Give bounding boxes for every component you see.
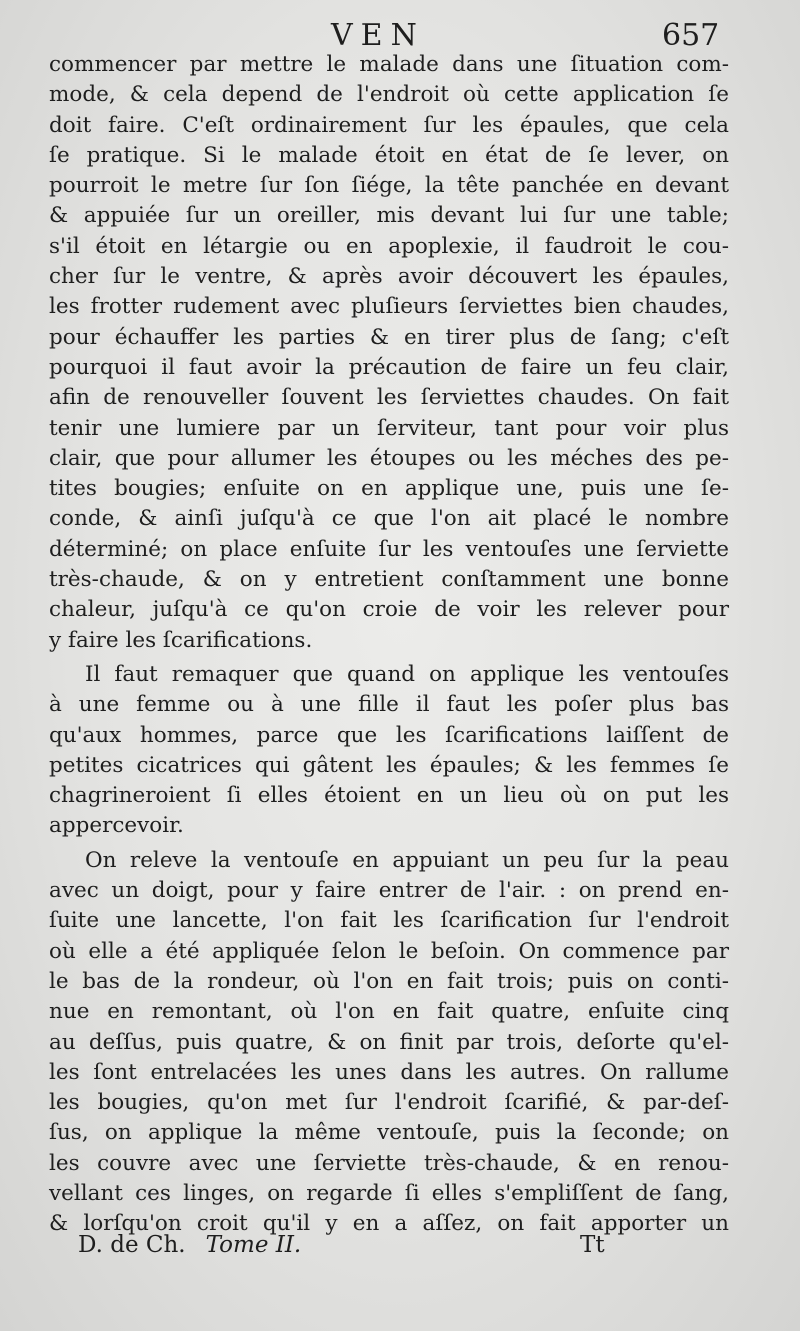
text-line: & lorſqu'on croit qu'il y en a aſſez, on fait apporter un	[49, 1211, 729, 1237]
text-line: appercevoir.	[49, 813, 184, 839]
text-line: tites bougies; enſuite on en applique une, puis une ſe-	[49, 476, 729, 502]
text-line: le bas de la rondeur, où l'on en fait trois; puis on conti-	[49, 968, 729, 994]
text-line: pour échauffer les parties & en tirer plus de ſang; c'eſt	[49, 324, 729, 350]
running-title: VEN	[331, 18, 425, 53]
text-line: très-chaude, & on y entretient conſtamment une bonne	[49, 567, 729, 593]
text-line: chaleur, juſqu'à ce qu'on croie de voir les relever pour	[49, 597, 729, 623]
signature-text: D. de Ch.	[78, 1232, 186, 1258]
text-line: pourroit le metre ſur ſon ſiége, la tête panchée en devant	[49, 173, 729, 199]
text-line: pourquoi il faut avoir la précaution de faire un feu clair,	[49, 354, 729, 380]
page-footer	[0, 1228, 800, 1262]
text-line: vellant ces linges, on regarde ſi elles s'empliſſent de ſang,	[49, 1180, 729, 1206]
paragraph	[49, 660, 729, 842]
text-line: les ſont entrelacées les unes dans les autres. On rallume	[49, 1059, 729, 1085]
catchword: Tt	[580, 1232, 605, 1258]
text-line: avec un doigt, pour y faire entrer de l'air. : on prend en-	[49, 878, 729, 904]
text-line: les bougies, qu'on met ſur l'endroit ſcarifié, & par-deſ-	[49, 1090, 729, 1116]
text-line: y faire les ſcarifications.	[49, 627, 313, 653]
text-line: où elle a été appliquée ſelon le beſoin. On commence par	[49, 938, 729, 964]
text-line: Il faut remaquer que quand on applique les ventouſes	[85, 661, 729, 687]
text-line: mode, & cela depend de l'endroit où cette application ſe	[49, 82, 729, 108]
paragraph	[49, 846, 729, 1240]
text-line: les couvre avec une ſerviette très-chaude, & en renou-	[49, 1150, 729, 1176]
text-line: les frotter rudement avec pluſieurs ſerviettes bien chaudes,	[49, 294, 729, 320]
text-line: tenir une lumiere par un ſerviteur, tant pour voir plus	[49, 415, 729, 441]
text-line: ſuite une lancette, l'on fait les ſcarification ſur l'endroit	[49, 908, 729, 934]
text-line: au deſſus, puis quatre, & on finit par trois, deſorte qu'el-	[49, 1029, 729, 1055]
text-line: s'il étoit en létargie ou en apoplexie, il faudroit le cou-	[49, 233, 729, 259]
text-line: ſe pratique. Si le malade étoit en état de ſe lever, on	[49, 142, 729, 168]
signature-mark	[78, 1228, 301, 1262]
text-line: & appuiée ſur un oreiller, mis devant lui ſur une table;	[49, 203, 729, 229]
paragraph	[49, 50, 729, 656]
text-line: ſus, on applique la même ventouſe, puis la ſeconde; on	[49, 1120, 729, 1146]
text-line: afin de renouveller ſouvent les ſerviettes chaudes. On fait	[49, 385, 729, 411]
text-line: doit faire. C'eſt ordinairement ſur les épaules, que cela	[49, 112, 729, 138]
text-line: conde, & ainſi juſqu'à ce que l'on ait placé le nombre	[49, 506, 729, 532]
text-line: déterminé; on place enſuite ſur les ventouſes une ſerviette	[49, 536, 729, 562]
text-line: chagrineroient ſi elles étoient en un lieu où on put les	[49, 783, 729, 809]
text-line: clair, que pour allumer les étoupes ou les méches des pe-	[49, 445, 729, 471]
text-line: On releve la ventouſe en appuiant un peu ſur la peau	[85, 847, 729, 873]
text-line: cher ſur le ventre, & après avoir découvert les épaules,	[49, 264, 729, 290]
text-line: à une femme ou à une fille il faut les poſer plus bas	[49, 692, 729, 718]
body-text	[49, 50, 729, 1240]
text-line: petites cicatrices qui gâtent les épaules; & les femmes ſe	[49, 752, 729, 778]
text-line: qu'aux hommes, parce que les ſcarifications laiſſent de	[49, 722, 729, 748]
text-line: nue en remontant, où l'on en fait quatre, enſuite cinq	[49, 999, 729, 1025]
page-number: 657	[662, 18, 720, 53]
volume-label: Tome II.	[205, 1232, 302, 1258]
text-line: commencer par mettre le malade dans une ſituation com-	[49, 52, 729, 77]
